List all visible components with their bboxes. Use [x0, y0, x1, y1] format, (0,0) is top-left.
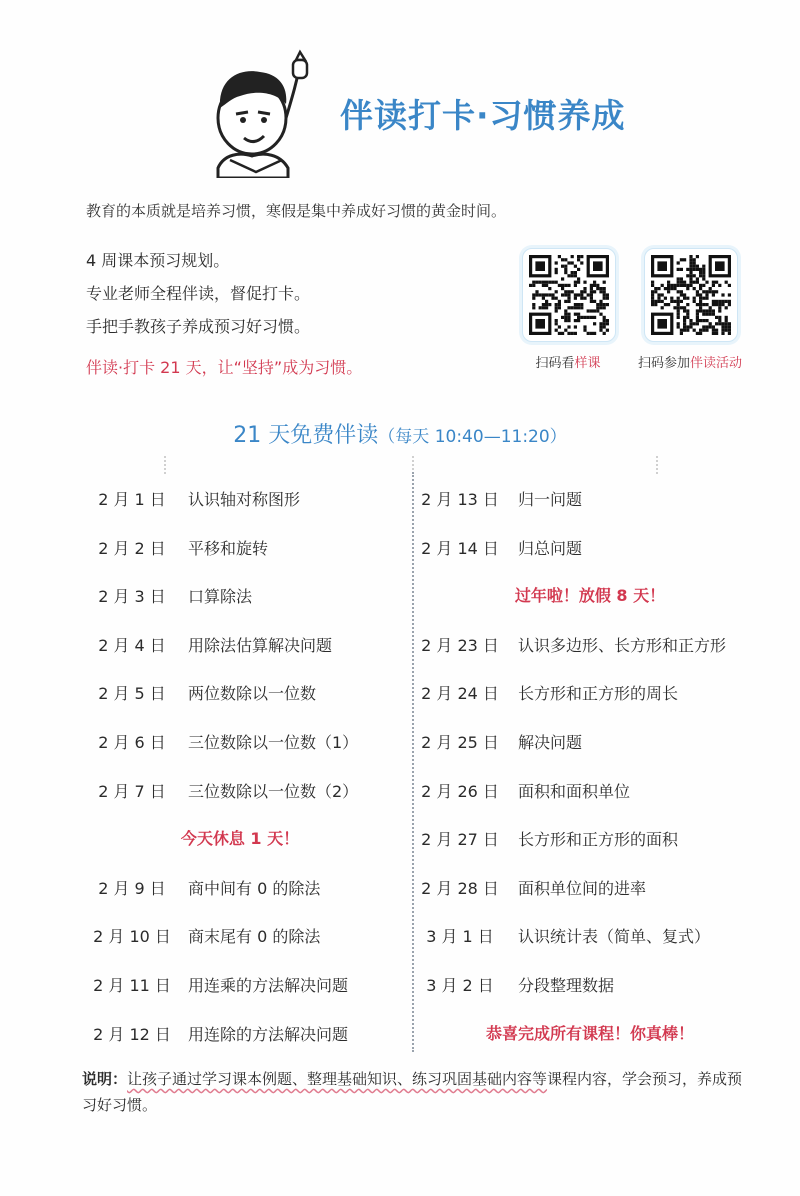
schedule-topic: 用除法估算解决问题: [188, 636, 333, 655]
plan-line: 手把手教孩子养成预习好习惯。: [86, 317, 311, 336]
qr-caption-sample: 扫码看样课: [535, 356, 601, 371]
schedule-topic: 面积和面积单位: [518, 782, 631, 801]
schedule-date: 2 月 2 日: [98, 539, 166, 558]
page-title: 伴读打卡·习惯养成: [340, 96, 626, 135]
footer-text: 课程内容，学会预习，养成预习好习惯。: [82, 1070, 743, 1114]
schedule-date: 2 月 13 日: [421, 490, 499, 509]
schedule-date: 2 月 4 日: [98, 636, 166, 655]
schedule-topic: 归总问题: [518, 539, 583, 558]
schedule-topic: 三位数除以一位数（1）: [188, 733, 359, 752]
schedule-topic: 三位数除以一位数（2）: [188, 782, 359, 801]
qr-caption-activity: 扫码参加伴读活动: [637, 356, 743, 371]
schedule-date: 2 月 12 日: [93, 1025, 171, 1044]
schedule-topic: 面积单位间的进率: [518, 879, 647, 898]
schedule-topic: 口算除法: [188, 587, 253, 606]
schedule-date: 2 月 11 日: [93, 976, 171, 995]
schedule-topic: 长方形和正方形的周长: [518, 684, 679, 703]
intro-text: 教育的本质就是培养习惯，寒假是集中养成好习惯的黄金时间。: [86, 202, 507, 220]
slogan: 伴读·打卡 21 天，让“坚持”成为习惯。: [86, 358, 363, 377]
schedule-topic: 解决问题: [518, 733, 583, 752]
schedule-topic: 用连除的方法解决问题: [188, 1025, 349, 1044]
schedule-date: 2 月 26 日: [421, 782, 499, 801]
qr-code-reading-activity[interactable]: [644, 248, 738, 342]
schedule-row: [0, 730, 800, 756]
schedule-topic: 平移和旋转: [188, 539, 269, 558]
footer-text-underlined: 让孩子通过学习课本例题、整理基础知识、练习巩固基础内容等: [127, 1070, 548, 1088]
plan-line: 4 周课本预习规划。: [86, 251, 230, 270]
schedule-topic: 认识统计表（简单、复式）: [518, 927, 711, 946]
schedule-date: 2 月 24 日: [421, 684, 499, 703]
schedule-date: 2 月 6 日: [98, 733, 166, 752]
schedule-row: [0, 681, 800, 707]
qr-code-icon: [651, 255, 731, 335]
schedule-topic: 用连乘的方法解决问题: [188, 976, 349, 995]
schedule-topic: 分段整理数据: [518, 976, 615, 995]
schedule-topic: 长方形和正方形的面积: [518, 830, 679, 849]
schedule-notice: 过年啦！放假 8 天！: [514, 586, 666, 605]
plan-line: 专业老师全程伴读，督促打卡。: [86, 284, 311, 303]
schedule-date: 2 月 10 日: [93, 927, 171, 946]
schedule-row: [0, 779, 800, 805]
schedule-date: 2 月 3 日: [98, 587, 166, 606]
schedule-row: [0, 876, 800, 902]
schedule-title: 21 天免费伴读（每天 10:40—11:20）: [233, 423, 567, 448]
schedule-row: [0, 924, 800, 950]
schedule-date: 2 月 5 日: [98, 684, 166, 703]
schedule-date: 2 月 28 日: [421, 879, 499, 898]
footer-note: [82, 1066, 752, 1118]
schedule-date: 2 月 14 日: [421, 539, 499, 558]
schedule-topic: 商末尾有 0 的除法: [188, 927, 321, 946]
footer-label: 说明：: [82, 1070, 128, 1088]
schedule-date: 2 月 9 日: [98, 879, 166, 898]
divider-tick: [164, 456, 166, 474]
schedule-date: 2 月 1 日: [98, 490, 166, 509]
schedule-date: 2 月 7 日: [98, 782, 166, 801]
schedule-row: [0, 973, 800, 999]
schedule-date: 3 月 2 日: [426, 976, 494, 995]
schedule-row: [0, 487, 800, 513]
schedule-topic: 归一问题: [518, 490, 583, 509]
schedule-topic: 商中间有 0 的除法: [188, 879, 321, 898]
schedule-row: [0, 633, 800, 659]
schedule-topic: 认识多边形、长方形和正方形: [518, 636, 727, 655]
schedule-row: [0, 827, 800, 853]
schedule-row: [0, 536, 800, 562]
divider-tick: [656, 456, 658, 474]
schedule-notice: 恭喜完成所有课程！你真棒！: [485, 1024, 694, 1043]
schedule-date: 2 月 23 日: [421, 636, 499, 655]
schedule-topic: 两位数除以一位数: [188, 684, 317, 703]
schedule-topic: 认识轴对称图形: [188, 490, 301, 509]
schedule-notice: 今天休息 1 天！: [180, 829, 300, 848]
qr-code-icon: [529, 255, 609, 335]
schedule-date: 3 月 1 日: [426, 927, 494, 946]
schedule-date: 2 月 25 日: [421, 733, 499, 752]
schedule-date: 2 月 27 日: [421, 830, 499, 849]
qr-code-sample-lesson[interactable]: [522, 248, 616, 342]
pointing-boy-icon: [200, 48, 328, 178]
